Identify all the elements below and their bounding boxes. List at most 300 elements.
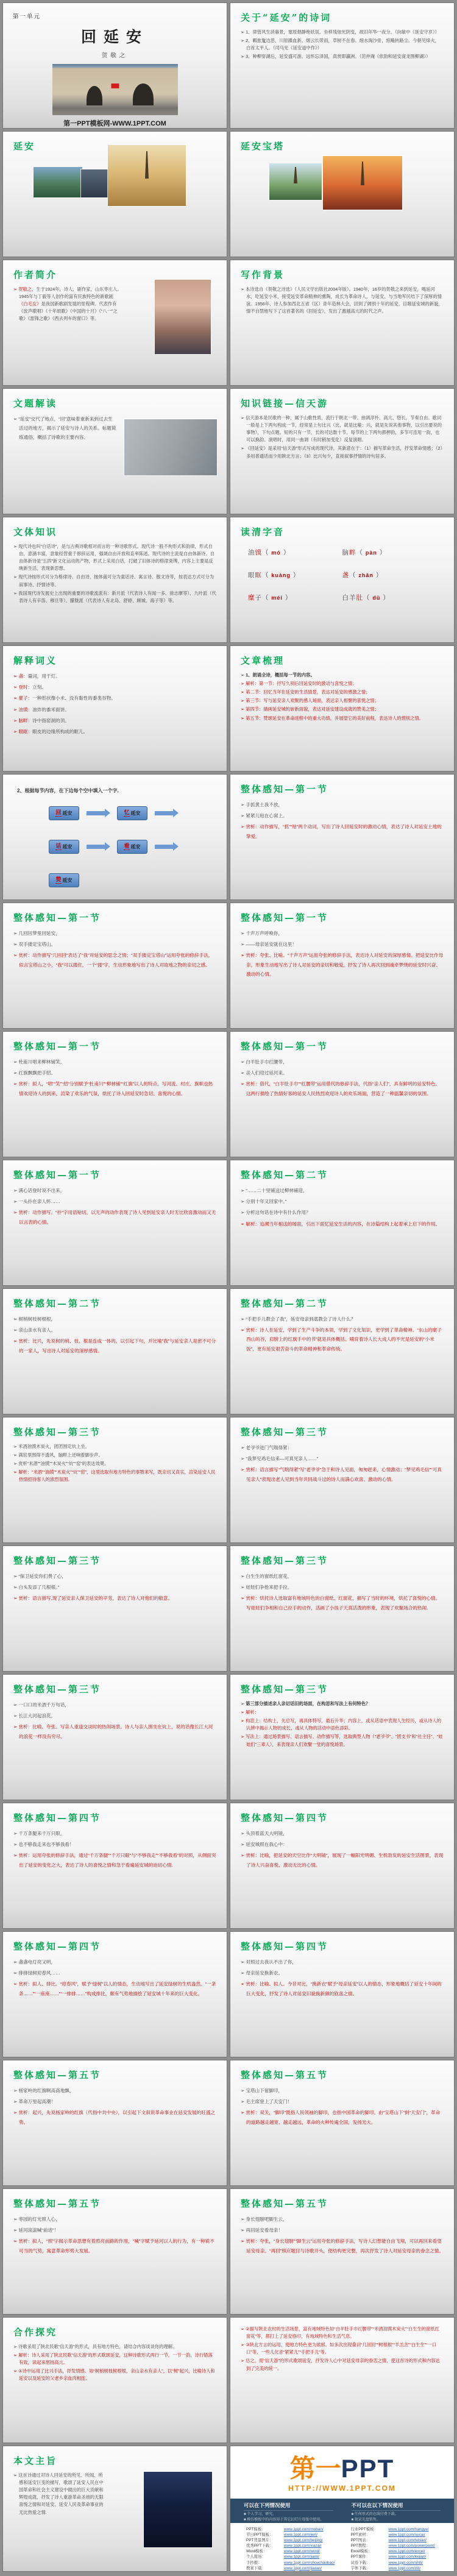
bullet-arrow-icon: ➢ [13, 942, 18, 948]
paren: ） [380, 594, 390, 601]
link-label: 行业PPT模板： [350, 2527, 378, 2532]
bullet-line [241, 445, 444, 459]
site-url[interactable]: HTTP://WWW.1PPT.COM [288, 2484, 396, 2493]
bullet-text: 满窑里围得不透风，脑畔上还响着脚步声。 [18, 1452, 103, 1458]
bullet-line [241, 1829, 444, 1838]
pinyin-item [342, 593, 437, 602]
bullet-line [241, 697, 444, 704]
bullet-text: 盏盏电灯亮又明， [18, 1959, 56, 1965]
bullet-line [241, 1208, 444, 1217]
slide-thumbnail-4[interactable] [230, 131, 455, 257]
bullet-arrow-icon: ➢ [13, 1853, 18, 1859]
bullet-arrow-icon: ➢ [13, 2352, 18, 2358]
pinyin-reading: zhǎn [358, 572, 374, 578]
slide-thumbnail-6[interactable] [230, 260, 455, 386]
bullet-text: 赏析：语言描写,现了延安亲人保卫延安的辛劳，表达了诗人对他们的敬意。 [18, 1595, 173, 1602]
bullet-text: 枣园的灯光照人心， [18, 2216, 60, 2222]
paren: （ [349, 572, 359, 579]
bullet-line [13, 1057, 216, 1066]
yanan-town-photo [81, 169, 109, 197]
bullet-line [13, 2368, 216, 2382]
bullet-arrow-icon: ➢ [241, 931, 245, 936]
fill-in-box [49, 806, 79, 820]
link-url[interactable]: www.1ppt.com/jiaoan/ [284, 2566, 322, 2571]
link-url[interactable]: www.1ppt.com/beijing/ [284, 2538, 323, 2543]
bullet-text: 宝塔山下留脚印， [246, 2088, 283, 2093]
bullet-text: 赏析：拟人、排比。“迎春风”，赋予“绿树”以人的情态，生动地写出了延安绿树的生机盎然。“一条条……”“一座座……”“一排排……”构成排比，颇有气势地描绘了延安城十年来的巨大变化。 [18, 1981, 216, 1996]
bullet-arrow-icon: ➢ [13, 1842, 18, 1848]
slide-thumbnail-38[interactable] [230, 2317, 455, 2443]
bullet-arrow-icon: ➢ [13, 2344, 18, 2349]
link-label: PPT图表： [350, 2538, 370, 2543]
slide-thumbnail-35[interactable] [2, 2188, 227, 2315]
bullet-text: 分析这句话在诗中有什么作用？ [246, 1210, 311, 1216]
slide-title: 整体感知—第一节 [241, 1041, 329, 1052]
slide-thumbnail-5[interactable] [2, 260, 227, 386]
pinyin-item [248, 548, 342, 557]
slide-thumbnail-24[interactable] [230, 1417, 455, 1543]
bullet-arrow-icon: ➢ [13, 2227, 18, 2234]
bullet-arrow-icon: ➢ [241, 1199, 245, 1205]
bullet-text: 对照过去我认不出了你， [246, 1959, 297, 1965]
slide-title: 整体感知—第五节 [13, 2198, 102, 2209]
slide-thumbnail-40[interactable] [230, 2446, 455, 2572]
bullet-arrow-icon: ➢ [241, 672, 245, 678]
slide-thumbnail-30[interactable] [230, 1803, 455, 1929]
slide-thumbnail-26[interactable] [230, 1545, 455, 1672]
text-segment: 贺敬之 [18, 286, 32, 292]
pinyin-reading: méi [271, 595, 283, 601]
bullet-line [13, 683, 216, 692]
bullet-arrow-icon: ➢ [241, 2326, 245, 2332]
bullet-arrow-icon: ➢ [241, 1718, 245, 1724]
hejingzhi-portrait-photo [155, 280, 211, 354]
forbidden-usage-item: ■ 任何形式的在线付费下载。 [351, 2513, 399, 2516]
fill-character: 赞 [55, 876, 62, 883]
slide-title: 延安 [13, 141, 36, 152]
link-label: 教案下载： [246, 2566, 266, 2571]
bullet-line [241, 2108, 444, 2126]
slide-thumbnail-1[interactable] [2, 2, 227, 129]
bullet-line [241, 1700, 444, 1708]
bullet-line [241, 1315, 444, 1324]
text-segment: 油炸的黍米面饼。 [32, 706, 69, 712]
bullet-line [13, 1840, 216, 1849]
bullet-text [18, 718, 69, 723]
pinyin-grid [241, 548, 444, 602]
bullet-text: 树梢树枝树根根， [18, 1316, 56, 1322]
bullet-arrow-icon: ➢ [13, 416, 18, 422]
link-url[interactable]: www.1ppt.com/powerpoint/ [388, 2544, 435, 2549]
bullet-text: 毛主席登上了天安门！ [246, 2099, 292, 2105]
slide-thumbnail-31[interactable] [2, 1931, 227, 2057]
bullet-line [13, 1594, 216, 1603]
slide-title: 整体感知—第三节 [241, 1684, 329, 1695]
bullet-arrow-icon: ➢ [13, 2472, 18, 2478]
slide-thumbnail-9[interactable] [2, 517, 227, 643]
bullet-arrow-icon: ➢ [13, 1188, 18, 1193]
pinyin-reading: pàn [365, 550, 377, 556]
bullet-text: 母亲延安换新衣。 [246, 1970, 283, 1976]
yanan-pagoda-hill-photo [108, 145, 186, 206]
link-url[interactable]: www.1ppt.com/kejian/ [388, 2555, 427, 2560]
bullet-line [13, 1711, 216, 1720]
fill-character: 话 [55, 843, 62, 850]
bullet-line [241, 940, 444, 949]
bullet-text: 3、种柳穿湖后，延安盛可游。远怀忘泽国，真赏即瀛洲。（范仲淹《依韵和延安庞龙图柳湖》） [246, 54, 431, 60]
slide-thumbnail-20[interactable] [230, 1160, 455, 1286]
bullet-line [13, 573, 216, 588]
bullet-text: 白生生的窗纸红窗花， [246, 1574, 292, 1579]
bullet-line [13, 1583, 216, 1592]
slide-thumbnail-23[interactable] [2, 1417, 227, 1543]
slide-title: 整体感知—第三节 [13, 1427, 102, 1438]
bullet-arrow-icon: ➢ [13, 1316, 18, 1322]
bullet-arrow-icon: ➢ [13, 2238, 18, 2244]
bullet-arrow-icon: ➢ [241, 1970, 245, 1976]
slide-thumbnail-17[interactable] [2, 1031, 227, 1157]
link-url[interactable]: www.1ppt.com/shiti/ [388, 2560, 423, 2565]
bullet-arrow-icon: ➢ [13, 1959, 18, 1965]
slide-thumbnail-29[interactable] [2, 1803, 227, 1929]
pinyin-item [342, 570, 437, 580]
bullet-line [13, 672, 216, 681]
bullet-arrow-icon: ➢ [241, 38, 245, 44]
bullet-line [241, 2086, 444, 2095]
slide-title: 整体感知—第一节 [13, 1041, 102, 1052]
bullet-arrow-icon: ➢ [13, 2110, 18, 2116]
slide-title: 整体感知—第三节 [13, 1684, 102, 1695]
bullet-text: 现代诗按形式可分为格律诗、自由诗，按体裁可分为童话诗、寓言诗、散文诗等，按表达方式可分为叙事诗、抒情诗等。 [18, 574, 214, 587]
bullet-text: 赏析：烘托诗人选取富有地域特色的白窗纸、红窗花，描写了当时的环境，烘托了喜悦的心情。写娃娃们争相和自己拉手的动作，活画了小孩子天真活泼的形象，表现了欢聚场合的热闹. [246, 1595, 441, 1611]
bullet-line [13, 1957, 216, 1967]
character: 眶 [255, 572, 262, 579]
link-url[interactable]: www.1ppt.com/xiazai/ [284, 2544, 322, 2549]
bullet-line [13, 1315, 216, 1324]
character: 眼 [248, 572, 255, 579]
bullet-text: 手抓黄土我不放， [246, 802, 283, 807]
bullet-arrow-icon: ➢ [241, 698, 245, 704]
bullet-arrow-icon: ➢ [13, 1070, 18, 1076]
bullet-arrow-icon: ➢ [13, 684, 18, 690]
bullet-text: 分别十年又回家中。” [246, 1199, 287, 1205]
bullet-arrow-icon: ➢ [241, 286, 245, 292]
pagoda-silhouette [361, 161, 364, 186]
bullet-line [13, 1722, 216, 1740]
slide-thumbnail-13[interactable] [2, 774, 227, 900]
link-row [350, 2549, 438, 2554]
link-url[interactable]: www.1ppt.com/hangye/ [388, 2527, 429, 2532]
bullet-text: ③陕北方言的运用，使地方特色更为浓郁。如多次出现叠词“几回回”“树根根”“羊羔羔”“白生生”“一口口”等，一些儿化音“紧紧儿”“手把手儿”等。 [246, 2342, 437, 2355]
bullet-line [241, 800, 444, 809]
bullet-text: “……二十里铺送过柳林铺迎， [246, 1188, 308, 1193]
bullet-arrow-icon: ➢ [241, 824, 245, 830]
bullet-line [13, 929, 216, 938]
slide-thumbnail-2[interactable] [230, 2, 455, 129]
bullet-line [13, 1197, 216, 1206]
link-url[interactable]: www.1ppt.com/word/ [284, 2549, 320, 2554]
bullet-arrow-icon: ➢ [13, 728, 18, 734]
slide-thumbnail-21[interactable] [2, 1288, 227, 1414]
bullet-line [13, 951, 216, 969]
link-url[interactable]: www.1ppt.com/ziti/ [388, 2566, 421, 2571]
bullet-text: 赏析：比兴，先说树的梢、枝、根是连成一体的，以引起下句，并比喻”我”与延安亲人是密不可分的一家人，写出诗人对延安的深厚感情。 [18, 1338, 216, 1354]
bullet-arrow-icon: ➢ [241, 1831, 245, 1836]
bullet-line [13, 1572, 216, 1581]
slide-thumbnail-18[interactable] [230, 1031, 455, 1157]
bullet-text: 紧紧儿贴在心窝上。 [246, 813, 288, 819]
bullet-arrow-icon: ➢ [241, 2227, 245, 2234]
bullet-line [241, 1583, 444, 1592]
bullet-text: 赏析：动作描写。“扑”字用语贴切，以无声的动作表现了诗人见到延安亲人时无比欣喜激动而又无以言表的心情。 [18, 1210, 216, 1225]
bullet-arrow-icon: ➢ [241, 2216, 245, 2222]
bullet-text: 赏析：比喻、夸张。写亲人重逢交谈时的热闹场景。诗人与亲人围坐在炕上，说的话像长江大河的浪花一样没有穷尽。 [18, 1724, 213, 1739]
bullet-line [241, 1068, 444, 1077]
bullet-arrow-icon: ➢ [13, 2099, 18, 2105]
bullet-text: 排排绿树迎春风…… [18, 1970, 60, 1976]
bullet-arrow-icon: ➢ [241, 1210, 245, 1216]
slide-thumbnail-34[interactable] [230, 2060, 455, 2186]
bullet-arrow-icon: ➢ [241, 1188, 245, 1193]
bullet-text: 白头发添了几根根。” [18, 1584, 60, 1591]
pinyin-item [342, 548, 437, 557]
bullet-line [241, 1968, 444, 1978]
slide-thumbnail-8[interactable] [230, 388, 455, 514]
bullet-arrow-icon: ➢ [241, 689, 245, 695]
slide-thumbnail-16[interactable] [230, 903, 455, 1029]
slide-thumbnail-15[interactable] [2, 903, 227, 1029]
bullet-text: 信天游本是民歌的一种，属于山歌性质，流行于陕北一带。曲调淳朴、高亢、悠长，节奏自由。歌词一般是上下两句构成一节，经常是上句比兴（比，就是比喻；兴，就是先说其他事物，以引出要说的事物），下句点题。短的只有一节，长的可达数十节。每节的上下两句都押韵，多节可连用一韵，也可以换韵。演唱时，用同一曲调（有时稍加变化）反复演唱。 [246, 415, 442, 443]
bullet-text: 第四节：描画延安城的崭新面貌，表达对延安建设成就的赞美之情； [246, 706, 380, 712]
paren: （ [363, 594, 373, 601]
character: 畔 [349, 549, 356, 556]
slide-thumbnail-27[interactable] [2, 1674, 227, 1800]
text-segment: 糜子： [18, 695, 33, 701]
slide-title: 整体感知—第一节 [13, 912, 102, 923]
links-column-right [350, 2527, 438, 2572]
bullet-line [241, 1979, 444, 1998]
bullet-arrow-icon: ➢ [13, 544, 18, 549]
allowed-usage-column [244, 2502, 333, 2520]
bullet-line [241, 2097, 444, 2106]
slide-title: 整体感知—第四节 [13, 1941, 102, 1952]
bullet-text: 亲人们迎过延河来。 [246, 1070, 288, 1076]
bullet-line [241, 1957, 444, 1967]
box-suffix: 延安 [130, 844, 141, 850]
bullet-line [13, 716, 216, 725]
bullet-arrow-icon: ➢ [241, 445, 245, 452]
bullet-arrow-icon: ➢ [241, 1467, 245, 1473]
bullet-arrow-icon: ➢ [13, 2368, 18, 2374]
first-ppt-logo [230, 2456, 454, 2482]
link-url[interactable]: www.1ppt.com/sucai/ [388, 2533, 425, 2538]
bullet-arrow-icon: ➢ [13, 1831, 18, 1836]
character: 盏 [342, 572, 349, 579]
bullet-line [13, 414, 117, 442]
text-segment: 量词，用于灯。 [27, 673, 60, 679]
bullet-arrow-icon: ➢ [13, 1199, 18, 1205]
bullet-line [241, 1186, 444, 1195]
slide-title: 整体感知—第三节 [241, 1427, 329, 1438]
bullet-line [241, 2341, 444, 2356]
bullet-arrow-icon: ➢ [241, 1081, 245, 1087]
link-url[interactable]: www.1ppt.com/excel/ [388, 2549, 425, 2554]
text-segment: 立刻。 [32, 684, 46, 690]
slide-thumbnail-3[interactable] [2, 131, 227, 257]
bullet-text [18, 729, 88, 734]
bullet-line [241, 2237, 444, 2255]
bullet-line [13, 2086, 216, 2095]
slide-title: 整体感知—第五节 [241, 2198, 329, 2209]
slide-thumbnail-7[interactable] [2, 388, 227, 514]
bullet-arrow-icon: ➢ [13, 1981, 18, 1987]
bullet-arrow-icon: ➢ [241, 1981, 245, 1987]
slide-thumbnail-14[interactable] [230, 774, 455, 900]
link-row [246, 2527, 335, 2532]
paren: （ [356, 549, 366, 556]
diagram-row [49, 806, 216, 820]
bullet-text: 第三部分描述亲人亲切话旧的场面，在构思和写法上有何特色？ [246, 1701, 370, 1706]
bullet-line [241, 2326, 444, 2340]
bullet-line [13, 2352, 216, 2366]
bullet-line [241, 1079, 444, 1098]
paren: ） [373, 572, 383, 579]
slide-title: 整体感知—第五节 [13, 2070, 102, 2081]
bullet-text: 延河滚滚喊“前进”！ [18, 2227, 59, 2234]
bullet-line [241, 1454, 444, 1463]
text-segment: 油馍： [18, 706, 33, 712]
bullet-line [241, 1465, 444, 1483]
bullet-text [18, 673, 60, 679]
slide-thumbnail-22[interactable] [230, 1288, 455, 1414]
bullet-text: 现代诗也叫“白话诗”，是与古典诗歌相对而言的一种诗歌形式。现代诗一般不拘形式和韵律，形式自由，意涵丰富，意象经营重于修辞运用，强调自由开放和直率陈述。现代诗的主流是自由体新诗。自由体新诗是“五四”新文化运动的产物，形式上采用白话，打破了旧体诗的格律束缚，内容上主要是反映新生活，表现新思想。 [18, 544, 215, 572]
slide-thumbnail-33[interactable] [2, 2060, 227, 2186]
bullet-arrow-icon: ➢ [241, 1842, 245, 1848]
slide-title: 整体感知—第五节 [241, 2070, 329, 2081]
slide-thumbnail-25[interactable] [2, 1545, 227, 1672]
bullet-arrow-icon: ➢ [13, 1595, 18, 1602]
bullet-arrow-icon: ➢ [13, 2088, 18, 2093]
paren: ） [280, 549, 291, 556]
link-url[interactable]: www.1ppt.com/moban/ [284, 2527, 324, 2532]
bullet-arrow-icon: ➢ [13, 1724, 18, 1730]
link-label: 优秀PPT下载： [246, 2544, 274, 2549]
pagoda-sunset-photo [323, 156, 402, 210]
bullet-line [241, 672, 444, 679]
bullet-text: 这首诗通过对诗人回延安的所见、所闻、所感和延安巨变的描写，歌颂了延安人民在中国革命和社会主义建设中做出的巨大贡献和辉煌成就，抒发了诗人重游革命圣地的无限喜悦之情和对延安、延安人民及革命事业的无比热爱之情. [18, 2472, 104, 2515]
allowed-usage-item: ■ 个人学习、研究。 [244, 2513, 277, 2516]
bullet-arrow-icon: ➢ [241, 706, 245, 712]
link-label: PPT背景图片： [246, 2538, 274, 2543]
box-suffix: 延安 [62, 811, 73, 816]
forbidden-usage-column [352, 2502, 441, 2520]
bullet-line [241, 1325, 444, 1354]
slide-thumbnail-36[interactable] [230, 2188, 455, 2315]
slide-title: 整体感知—第四节 [241, 1941, 329, 1952]
bullet-line [241, 414, 444, 444]
fill-in-box [49, 840, 79, 854]
box-suffix: 延安 [62, 878, 73, 883]
link-url[interactable]: www.1ppt.com/shouchaobao/ [284, 2560, 335, 2565]
link-row [350, 2543, 438, 2549]
watermark-caption: 第一PPT模板网-WWW.1PPT.COM [63, 120, 166, 127]
slide-title: 合作探究 [13, 2327, 58, 2338]
slide-title: 整体感知—第一节 [13, 1169, 102, 1180]
huiyanan-wall-calligraphy-photo [124, 419, 217, 475]
bullet-line [13, 2472, 105, 2516]
bullet-arrow-icon: ➢ [13, 286, 18, 292]
link-row [246, 2549, 335, 2554]
bullet-text: 红旗飘飘把手招。 [18, 1070, 56, 1076]
slide-thumbnail-11[interactable] [2, 645, 227, 772]
bullet-text: 解析：第一节：抒写久别后回延安时的激动与喜悦之情； [246, 681, 357, 687]
allowed-usage-item: ■ 模仿模板中的内容用于其它幻灯片母版中使用。 [244, 2518, 324, 2522]
download-links [230, 2523, 454, 2572]
slide-thumbnail-12[interactable] [230, 645, 455, 772]
bullet-line [241, 680, 444, 687]
logo-diyi: 第一 [289, 2454, 341, 2483]
cover-title: 回延安 [80, 28, 149, 46]
slide-thumbnail-28[interactable] [230, 1674, 455, 1800]
link-url[interactable]: www.1ppt.com/tubiao/ [388, 2538, 427, 2543]
link-url[interactable]: www.1ppt.com/jianli/ [284, 2555, 319, 2560]
bullet-line [241, 29, 444, 36]
link-label: 节日PPT模板： [246, 2533, 274, 2538]
bullet-text: 娃娃们争抢来把手拉。 [246, 1584, 292, 1591]
text-segment: 是我国新歌剧发展的里程碑。代表作有《放声歌唱》《十年颂歌》《中国的十月》《“八一”之歌》《雷锋之歌》《西去列车的窗口》等。 [19, 301, 118, 322]
slide-thumbnail-19[interactable] [2, 1160, 227, 1286]
bullet-arrow-icon: ➢ [241, 415, 245, 420]
link-label: 试卷下载： [350, 2560, 370, 2565]
right-arrow-icon [155, 845, 173, 849]
fill-character: 回 [55, 809, 62, 816]
bullet-text: 赏析：双关，“脚印”既指人民领袖的脚印，也指中国革命的脚印。由“宝塔山下”到“天安门”，革命的道路越走越宽、越走越远，革命的火种传遍全国，发扬光大。 [246, 2110, 441, 2125]
link-label: 个人简历： [246, 2555, 266, 2560]
author-name: 贺敬之 [101, 52, 129, 59]
bullet-line [241, 2357, 444, 2372]
slide-title: 解释词义 [13, 655, 58, 666]
bullet-arrow-icon: ➢ [13, 1210, 18, 1216]
slide-thumbnail-37[interactable] [2, 2317, 227, 2443]
slide-thumbnail-32[interactable] [230, 1931, 455, 2057]
link-url[interactable]: www.1ppt.com/jieri/ [284, 2533, 318, 2538]
bullet-arrow-icon: ➢ [241, 2110, 245, 2116]
text-segment: 眼眶： [18, 728, 33, 734]
bullet-text: 解析：追溯当年相送的场面，引出下面忆延安生活的内容，在诗篇结构上起着承上启下的作用。 [246, 1221, 441, 1227]
slide-title: 写作背景 [241, 269, 285, 280]
bullet-line [13, 940, 216, 949]
bullet-text: 一口口的米酒千万句话， [18, 1702, 69, 1708]
bullet-text: 赏析：动作描写，“抓”“贴”两个动词，写出了诗人回延安时的激动心情，表达了诗人对延安土地的挚爱。 [246, 824, 442, 839]
slide-thumbnail-39[interactable] [2, 2446, 227, 2572]
bullet-line [241, 1443, 444, 1452]
bullet-line [241, 1594, 444, 1612]
bullet-text: 赏析：拟人，“照”字揭示革命思想有着照亮前路的作用，“喊”字赋予延河以人的行为，有一种锐不可当的气势，寓意革命形势大发展。 [18, 2238, 214, 2254]
bullet-arrow-icon: ➢ [241, 29, 245, 35]
bullet-text: 赏析：诗人在延安，学到了生产斗争的本领，学到了文化知识，更学到了革命精神。“东山的糜子西山的谷，肩膀上的红旗手中的书”就是具体概括。哺育着诗人长大成人的不光是延安的“小米饭”，更有延安艰苦奋斗的革命精神和革命传统。 [246, 1327, 442, 1352]
bullet-arrow-icon: ➢ [241, 1221, 245, 1227]
link-row [350, 2560, 438, 2566]
bullet-text: 再回延安看母亲！ [246, 2227, 283, 2234]
bullet-text: 赏析：运用夸张的修辞手法，通过“千万条腿”“千万只眼”与“不够我走”“不够我看”的对照，从侧面突出了延安的变化之大，表达了诗人的喜悦之情和急于看遍延安城的迫切心情. [18, 1853, 216, 1868]
pinyin-reading: mó [271, 550, 281, 556]
bullet-line [241, 1840, 444, 1849]
slide-thumbnail-10[interactable] [230, 517, 455, 643]
fill-in-box [117, 806, 147, 820]
slide-title: 整体感知—第二节 [241, 1169, 329, 1180]
character: 糜 [248, 594, 255, 601]
bullet-text: 本诗选自《贺敬之诗选》（人民文学出版社2004年版）。1940年，16岁的贺敬之来到延安，喝延河水，吃延安小米，接受延安革命精神的熏陶，成长为革命诗人，与延安、与当地军民结下了深厚的情谊。1956年，诗人参加西北五省（区）青年造林大会，回到了阔别十年的延安，目睹延安城的新貌，情不自禁地写下了这首著名的《回延安》，发出了激越高亢的时代之声。 [246, 286, 443, 314]
